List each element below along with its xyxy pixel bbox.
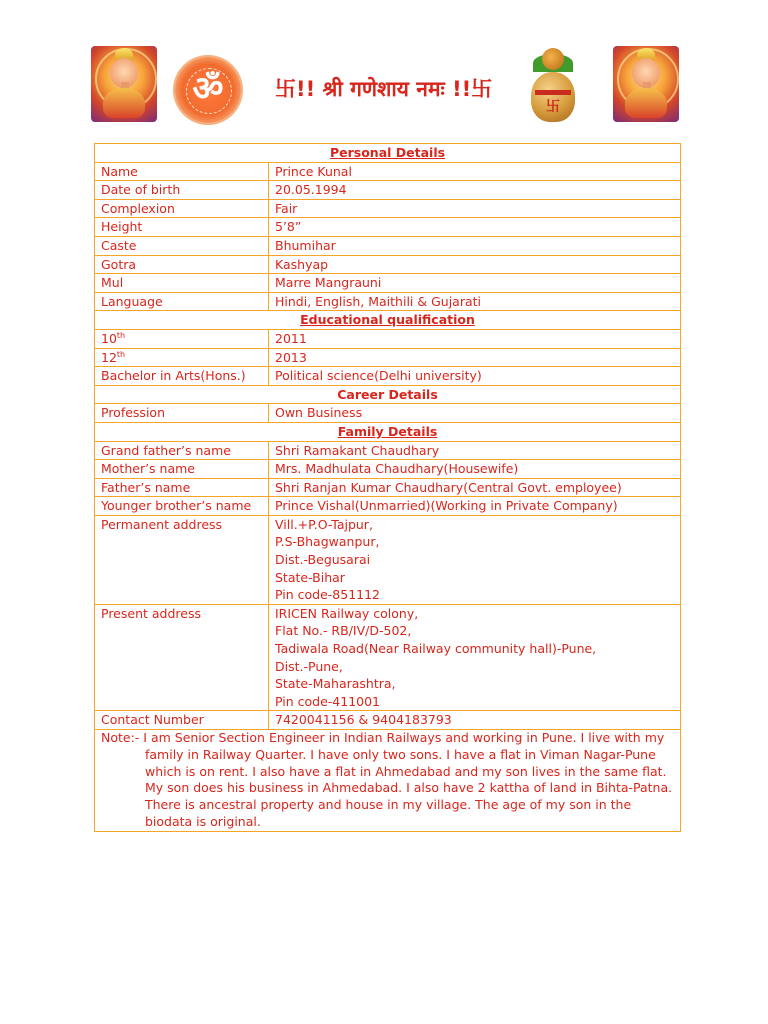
field-label: Complexion [95,199,269,218]
field-label: Date of birth [95,181,269,200]
contact-number-value: 7420041156 & 9404183793 [269,711,681,730]
field-label: Caste [95,236,269,255]
field-label: Height [95,218,269,237]
table-row [95,181,681,200]
field-label: Mul [95,274,269,293]
address-line: Tadiwala Road(Near Railway community hall)-Pune, [275,641,597,657]
table-row [95,367,681,386]
table-row [95,255,681,274]
biodata-table [94,143,681,832]
table-row [95,604,681,711]
om-icon: ॐ [175,57,241,123]
table-row [95,460,681,479]
note-row [95,730,681,832]
section-career-details: Career Details [95,385,681,404]
table-row [95,292,681,311]
note-text: Note:- I am Senior Section Engineer in Indian Railways and working in Pune. I live with my family in Railway Quarter. I have only two sons. I have a flat in Viman Nagar-Pune which is on rent. I also have a flat in Ahmedabad and my son lives in the same flat. My son does his business in Ahmedabad. I also have 2 kattha of land in Bihta-Patna. There is ancestral property and house in my village. The age of my son in the biodata is original. [101,730,673,829]
label-ordinal-suffix: th [116,349,126,359]
label-number: 12 [101,349,117,365]
table-row [95,274,681,293]
label-ordinal-suffix: th [116,330,126,340]
field-value: Prince Vishal(Unmarried)(Working in Private Company) [269,497,681,516]
field-label: Mother’s name [95,460,269,479]
table-row [95,441,681,460]
table-row [95,515,681,604]
section-header-row [95,311,681,330]
table-row [95,478,681,497]
field-value: Kashyap [269,255,681,274]
field-value: Shri Ramakant Chaudhary [269,441,681,460]
address-line: Dist.-Pune, [275,658,343,674]
field-label: Grand father’s name [95,441,269,460]
table-row [95,236,681,255]
field-label: Younger brother’s name [95,497,269,516]
note-cell [95,730,681,832]
field-value: Marre Mangrauni [269,274,681,293]
address-line: Flat No.- RB/IV/D-502, [275,623,412,639]
label-number: 10 [101,330,117,346]
field-value: Own Business [269,404,681,423]
section-header-row [95,144,681,163]
address-line: Dist.-Begusarai [275,552,371,568]
field-label: Father’s name [95,478,269,497]
field-value: Mrs. Madhulata Chaudhary(Housewife) [269,460,681,479]
table-row [95,162,681,181]
table-row [95,329,681,348]
field-value: Shri Ranjan Kumar Chaudhary(Central Govt. employee) [269,478,681,497]
address-line: Pin code-411001 [275,693,381,709]
field-label: Present address [95,604,269,711]
table-row [95,199,681,218]
ganesha-image-right [613,46,679,122]
invocation-title: 卐!! श्री गणेशाय नमः !!卐 [275,77,493,101]
table-row [95,711,681,730]
permanent-address-value [269,515,681,604]
table-row [95,404,681,423]
field-label: Gotra [95,255,269,274]
field-label: Contact Number [95,711,269,730]
section-personal-details: Personal Details [95,144,681,163]
section-header-row [95,422,681,441]
address-line: P.S-Bhagwanpur, [275,534,380,550]
field-label: Language [95,292,269,311]
field-label [95,329,269,348]
section-educational-qualification: Educational qualification [95,311,681,330]
field-label: Permanent address [95,515,269,604]
kalash-image: 卐 [525,46,581,130]
field-value: 5’8” [269,218,681,237]
table-row [95,497,681,516]
address-line: Pin code-851112 [275,587,381,603]
address-line: IRICEN Railway colony, [275,605,419,621]
field-label: Bachelor in Arts(Hons.) [95,367,269,386]
field-value: Fair [269,199,681,218]
address-line: Vill.+P.O-Tajpur, [275,516,373,532]
field-value: Prince Kunal [269,162,681,181]
address-line: State-Bihar [275,569,345,585]
field-label: Name [95,162,269,181]
address-line: State-Maharashtra, [275,676,396,692]
ganesha-image-left [91,46,157,122]
document-header [0,40,768,135]
field-label: Profession [95,404,269,423]
table-row [95,348,681,367]
field-value: Bhumihar [269,236,681,255]
field-value: 20.05.1994 [269,181,681,200]
field-value: Political science(Delhi university) [269,367,681,386]
section-family-details: Family Details [95,422,681,441]
field-value: 2011 [269,329,681,348]
section-header-row [95,385,681,404]
present-address-value [269,604,681,711]
field-value: Hindi, English, Maithili & Gujarati [269,292,681,311]
table-row [95,218,681,237]
field-value: 2013 [269,348,681,367]
field-label [95,348,269,367]
